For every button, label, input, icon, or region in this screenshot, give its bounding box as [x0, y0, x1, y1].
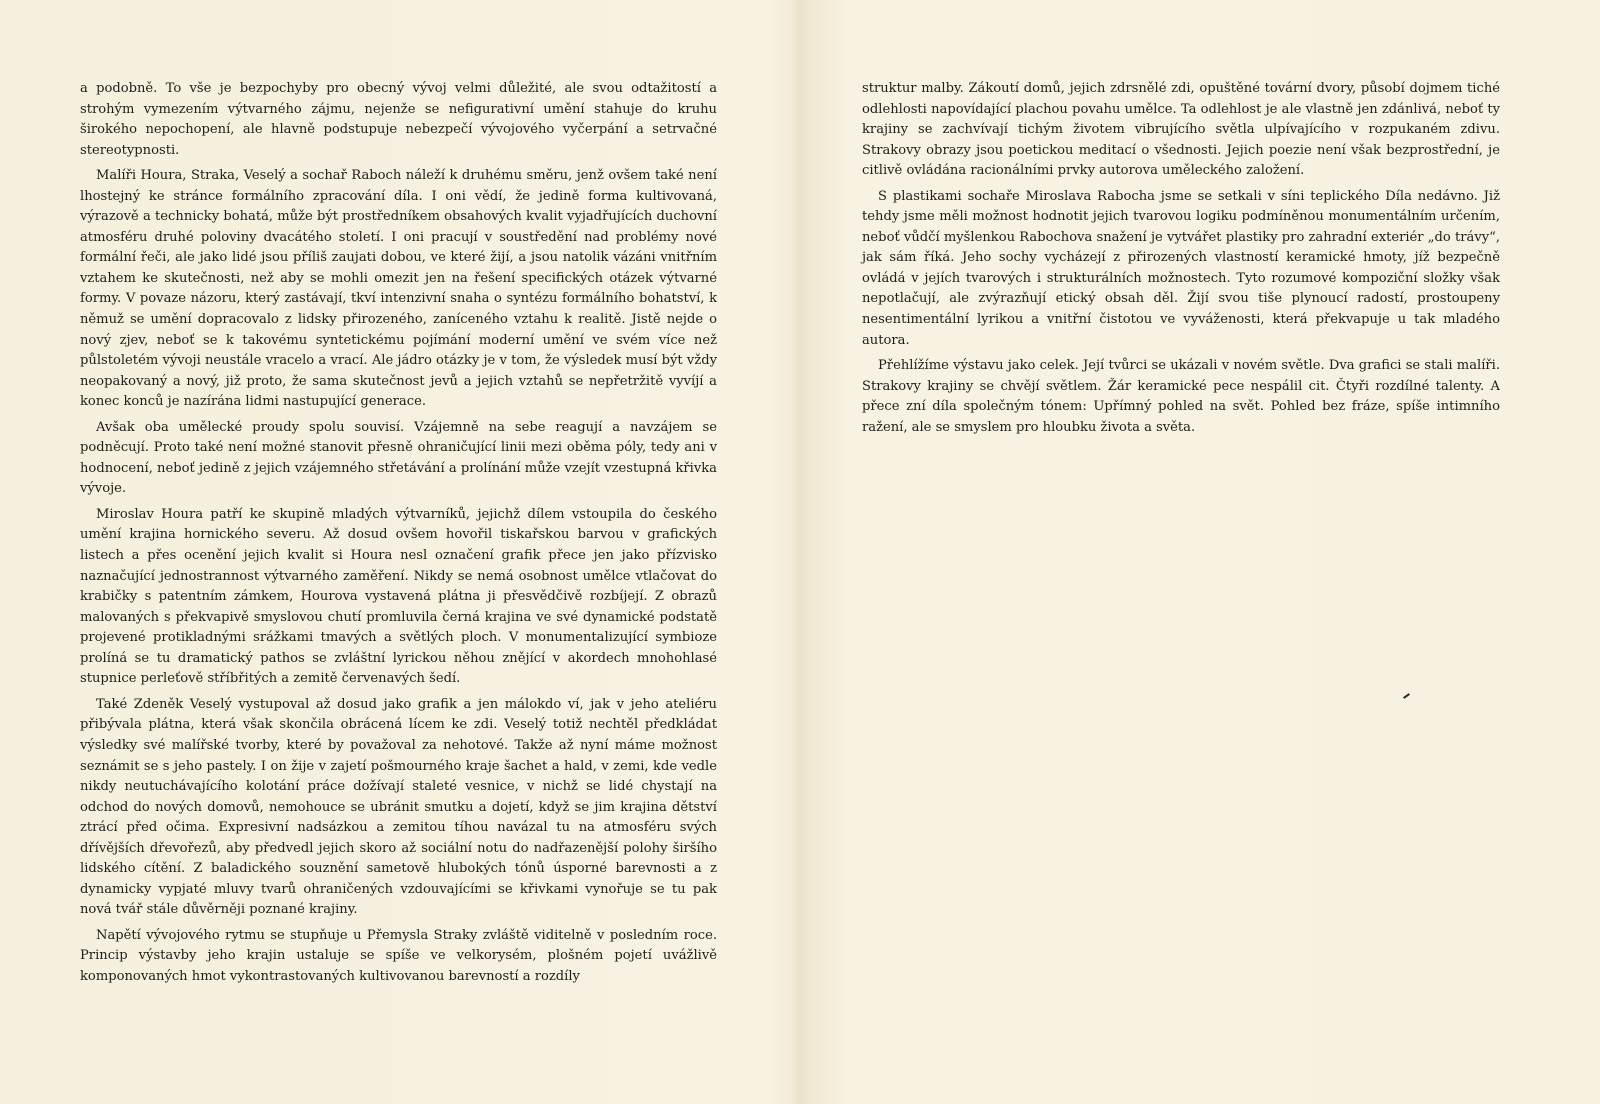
right-paragraph-2: S plastikami sochaře Miroslava Rabocha jsme se setkali v síni teplického Díla nedávno. Již tehdy jsme měli možnost hodnotit jejich tvarovou logiku podmíněnou monumentálním určením, neboť vůdčí myšlenkou Rabochova snažení je vytvářet plastiky pro zahradní exteriér „do trávy“, jak sám říká. Jeho sochy vycházejí z přirozených vlastností keramické hmoty, jíž bezpečně ovládá v jejích tvarových i strukturálních možnostech. Tyto rozumové kompoziční složky však nepotlačují, ale zvýrazňují etický obsah děl. Žijí svou tiše plynoucí radostí, prostoupeny nesentimentální lyrikou a vnitřní čistotou ve vyváženosti, která překvapuje u tak mladého autora.: [862, 188, 1500, 348]
left-paragraph-6: Napětí vývojového rytmu se stupňuje u Přemysla Straky zvláště viditelně v posledním roce. Princip výstavby jeho krajin ustaluje se spíše ve velkorysém, plošném pojetí uvážlivě komponovaných hmot vykontrastovaných kultivovanou barevností a rozdíly: [80, 927, 717, 984]
left-paragraph-5: Také Zdeněk Veselý vystupoval až dosud jako grafik a jen málokdo ví, jak v jeho ateliéru přibývala plátna, která však skončila obrácená lícem ke zdi. Veselý totiž nechtěl předkládat výsledky své malířské tvorby, které by považoval za nehotové. Takže až nyní máme možnost seznámit se s jeho pastely. I on žije v zajetí pošmourného kraje šachet a hald, v zemi, kde vedle nikdy neutuchávajícího kolotání práce dožívají staleté vesnice, v nichž se lidé chystají na odchod do nových domovů, nemohouce se ubránit smutku a dojetí, když se jim krajina dětství ztrácí před očima. Expresivní nadsázkou a zemitou tíhou navázal tu na atmosféru svých dřívějších dřevořezů, aby předvedl jejich skoro až sociální notu do nadřazenější polohy širšího lidského cítění. Z baladického souznění sametově hlubokých tónů úsporné barevnosti a z dynamicky vypjaté mluvy tvarů ohraničených vzdouvajícími se křivkami vynořuje se tu pak nová tvář stále důvěrněji poznané krajiny.: [80, 696, 717, 918]
left-paragraph-2: Malíři Houra, Straka, Veselý a sochař Raboch náleží k druhému směru, jenž ovšem také není lhostejný ke stránce formálního zpracování díla. I oni vědí, že jedině forma kultivovaná, výrazově a technicky bohatá, může být prostředníkem obsahových kvalit vyjadřujících duchovní atmosféru druhé poloviny dvacátého století. I oni pracují v soustředění nad problémy nové formální řeči, ale jako lidé jsou příliš zaujati dobou, ve které žijí, a jsou natolik vázáni vnitřním vztahem ke skutečnosti, než aby se mohli omezit jen na řešení specifických otázek výtvarné formy. V povaze názoru, který zastávají, tkví intenzivní snaha o syntézu formálního bohatství, k němuž se umění dopracovalo z lidsky přirozeného, zaníceného vztahu k realitě. Jistě nejde o nový zjev, neboť se k takovému syntetickému pojímání moderní umění ve svém více než půlstoletém vývoji neustále vracelo a vrací. Ale jádro otázky je v tom, že výsledek musí být vždy neopakovaný a nový, již proto, že sama skutečnost jevů a jejich vztahů se nepřetržitě vyvíjí a konec konců je nazírána lidmi nastupující generace.: [80, 168, 717, 410]
left-paragraph-3: Avšak oba umělecké proudy spolu souvisí. Vzájemně na sebe reagují a navzájem se podněcují. Proto také není možné stanovit přesně ohraničující linii mezi oběma póly, tedy ani v hodnocení, neboť jedině z jejich vzájemného střetávání a prolínání může vzejít vzestupná křivka vývoje.: [80, 419, 717, 497]
left-page: [80, 79, 717, 993]
book-gutter: [790, 0, 808, 1104]
right-paragraph-3: Přehlížíme výstavu jako celek. Její tvůrci se ukázali v novém světle. Dva grafici se stali malíři. Strakovy krajiny se chvějí světlem. Žár keramické pece nespálil cit. Čtyři rozdílné talenty. A přece zní díla společným tónem: Upřímný pohled na svět. Pohled bez fráze, spíše intimního ražení, ale se smyslem pro hloubku života a světa.: [862, 358, 1500, 435]
left-paragraph-1: a podobně. To vše je bezpochyby pro obecný vývoj velmi důležité, ale svou odtažitostí a strohým vymezením výtvarného zájmu, nejenže se nefigurativní umění stahuje do kruhu širokého nepochopení, ale hlavně podstupuje nebezpečí vývojového vyčerpání a setrvačné stereotypnosti.: [80, 81, 717, 158]
ink-speck: [1403, 693, 1410, 699]
right-page: [862, 79, 1500, 443]
right-paragraph-1: struktur malby. Zákoutí domů, jejich zdrsnělé zdi, opuštěné tovární dvory, působí dojmem tiché odlehlosti napovídající plachou povahu umělce. Ta odlehlost je ale vlastně jen zdánlivá, neboť ty krajiny se zachvívají tichým životem vibrujícího světla ulpívajícího v rozpukaném zdivu. Strakovy obrazy jsou poetickou meditací o všednosti. Jejich poezie není však bezprostřední, je citlivě ovládána racionálními prvky autorova uměleckého založení.: [862, 81, 1500, 179]
left-paragraph-4: Miroslav Houra patří ke skupině mladých výtvarníků, jejichž dílem vstoupila do českého umění krajina hornického severu. Až dosud ovšem hovořil tiskařskou barvou v grafických listech a přes ocenění jejich kvalit si Houra nesl označení grafik přece jen jako přízvisko naznačující jednostrannost výtvarného zaměření. Nikdy se nemá osobnost umělce vtlačovat do krabičky s patentním zámkem, Hourova vystavená plátna ji přesvědčivě rozbíjejí. Z obrazů malovaných s překvapivě smyslovou chutí promluvila černá krajina ve své dynamické podstatě projevené protikladnými srážkami tmavých a světlých ploch. V monumentalizující symbioze prolíná se tu dramatický pathos se zvláštní lyrickou něhou znějící v akordech mnohohlasé stupnice perleťově stříbřitých a zemitě červenavých šedí.: [80, 506, 717, 687]
